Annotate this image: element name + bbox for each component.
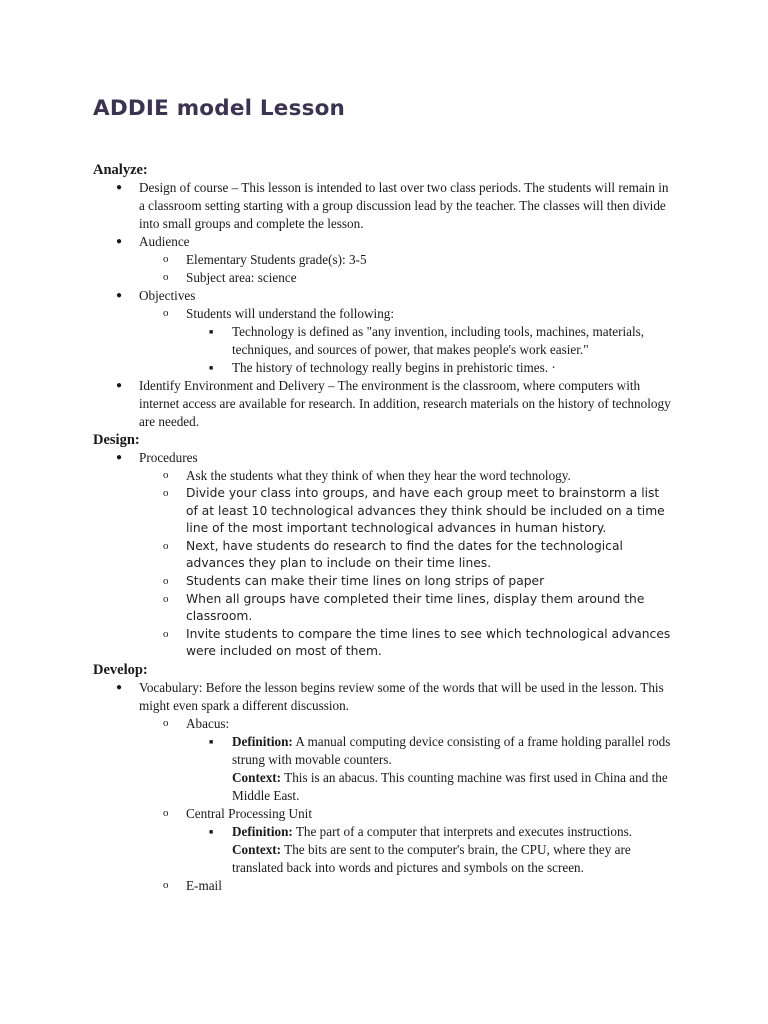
- circle-marker: o: [163, 469, 169, 481]
- list-item-objectives: [0, 287, 768, 305]
- objectives-label: Objectives: [139, 288, 196, 303]
- procedure-ask-text: Ask the students what they think of when they hear the word technology.: [186, 468, 571, 483]
- definition-text: A manual computing device consisting of a frame holding parallel rods strung with movable counters.: [232, 733, 671, 767]
- objective-definition-text: Technology is defined as "any invention, including tools, machines, materials, techniques, and sources of power, that makes people's work easier.": [232, 324, 645, 357]
- term-label: Central Processing Unit: [186, 805, 312, 821]
- list-item-term-cpu: [0, 805, 768, 823]
- circle-marker: o: [163, 307, 169, 319]
- definition-label: Definition:: [232, 823, 293, 839]
- list-item-term-definition: [0, 823, 768, 841]
- term-context: [0, 841, 768, 877]
- list-item-audience-subject: [0, 269, 768, 287]
- term-label: Abacus:: [186, 715, 230, 731]
- bullet-marker: ●: [116, 452, 123, 463]
- circle-marker: o: [163, 271, 169, 283]
- list-item-vocabulary: [0, 679, 768, 715]
- circle-marker: o: [163, 487, 169, 499]
- objective-history-text: The history of technology really begins in prehistoric times. ·: [232, 360, 556, 375]
- section-heading-design: Design:: [93, 432, 140, 448]
- square-marker: ■: [209, 364, 214, 372]
- list-item-procedures: [0, 449, 768, 467]
- audience-subject-text: Subject area: science: [186, 270, 297, 285]
- list-item-objective-history: [0, 359, 768, 377]
- procedure-step-text: When all groups have completed their time lines, display them around the classroom.: [186, 591, 645, 624]
- circle-marker: o: [163, 716, 169, 729]
- definition-label: Definition:: [232, 733, 293, 749]
- circle-marker: o: [163, 592, 169, 605]
- circle-marker: o: [163, 878, 169, 891]
- circle-marker: o: [163, 253, 169, 265]
- document-title: ADDIE model Lesson: [93, 96, 346, 121]
- section-heading-analyze: Analyze:: [93, 162, 148, 178]
- context-label: Context:: [232, 841, 282, 857]
- circle-marker: o: [163, 539, 169, 552]
- audience-label: Audience: [139, 234, 190, 249]
- circle-marker: o: [163, 806, 169, 819]
- vocabulary-text: Vocabulary: Before the lesson begins review some of the words that will be used in the lesson. This might even spark a different discussion.: [139, 679, 664, 713]
- square-marker: ■: [209, 737, 214, 746]
- list-item-environment: [0, 377, 768, 431]
- procedure-step-text: Divide your class into groups, and have each group meet to brainstorm a list of at least 10 technological advances they think should be included on a time line of the most important technological advances in human history.: [186, 486, 665, 536]
- procedure-step-text: Next, have students do research to find the dates for the technological advances they plan to include on their time lines.: [186, 538, 623, 571]
- square-marker: ■: [209, 827, 214, 836]
- list-item-term-email: [0, 877, 768, 895]
- circle-marker: o: [163, 574, 169, 587]
- list-item-audience: [0, 233, 768, 251]
- list-item-objectives-sub: [0, 305, 768, 323]
- bullet-marker: ●: [116, 380, 123, 391]
- term-context: [0, 769, 768, 805]
- bullet-marker: ●: [116, 290, 123, 301]
- procedures-label: Procedures: [139, 450, 198, 465]
- square-marker: ■: [209, 328, 214, 336]
- list-item-procedure-step: [0, 573, 768, 591]
- section-heading-develop: Develop:: [93, 661, 148, 678]
- objectives-sub-text: Students will understand the following:: [186, 306, 395, 321]
- list-item-procedure-step: [0, 626, 768, 661]
- term-label: E-mail: [186, 877, 222, 893]
- procedure-step-text: Invite students to compare the time lines to see which technological advances were included on most of them.: [186, 626, 671, 659]
- list-item-audience-grade: [0, 251, 768, 269]
- circle-marker: o: [163, 627, 169, 640]
- environment-text: Identify Environment and Delivery – The environment is the classroom, where computers with internet access are available for research. In addition, research materials on the history of technology are needed.: [139, 378, 671, 429]
- list-item-objective-definition: [0, 323, 768, 359]
- list-item-procedure-step: [0, 538, 768, 573]
- design-of-course-text: Design of course – This lesson is intended to last over two class periods. The students will remain in a classroom setting starting with a group discussion lead by the teacher. The classes will then divide into small groups and complete the lesson.: [139, 180, 669, 231]
- procedure-step-text: Students can make their time lines on long strips of paper: [186, 573, 545, 588]
- list-item-design-of-course: [0, 179, 768, 233]
- list-item-term-definition: [0, 733, 768, 769]
- bullet-marker: ●: [116, 182, 123, 193]
- document-body: [0, 161, 768, 895]
- context-text: This is an abacus. This counting machine was first used in China and the Middle East.: [232, 769, 668, 803]
- bullet-marker: ●: [116, 681, 123, 693]
- list-item-term-abacus: [0, 715, 768, 733]
- context-text: The bits are sent to the computer's brain, the CPU, where they are translated back into words and pictures and symbols on the screen.: [232, 841, 631, 875]
- bullet-marker: ●: [116, 236, 123, 247]
- audience-grade-text: Elementary Students grade(s): 3-5: [186, 252, 367, 267]
- context-label: Context:: [232, 769, 282, 785]
- definition-text: The part of a computer that interprets and executes instructions.: [295, 823, 633, 839]
- list-item-procedure-step: [0, 591, 768, 626]
- list-item-procedure-ask: [0, 467, 768, 485]
- list-item-procedure-step: [0, 485, 768, 538]
